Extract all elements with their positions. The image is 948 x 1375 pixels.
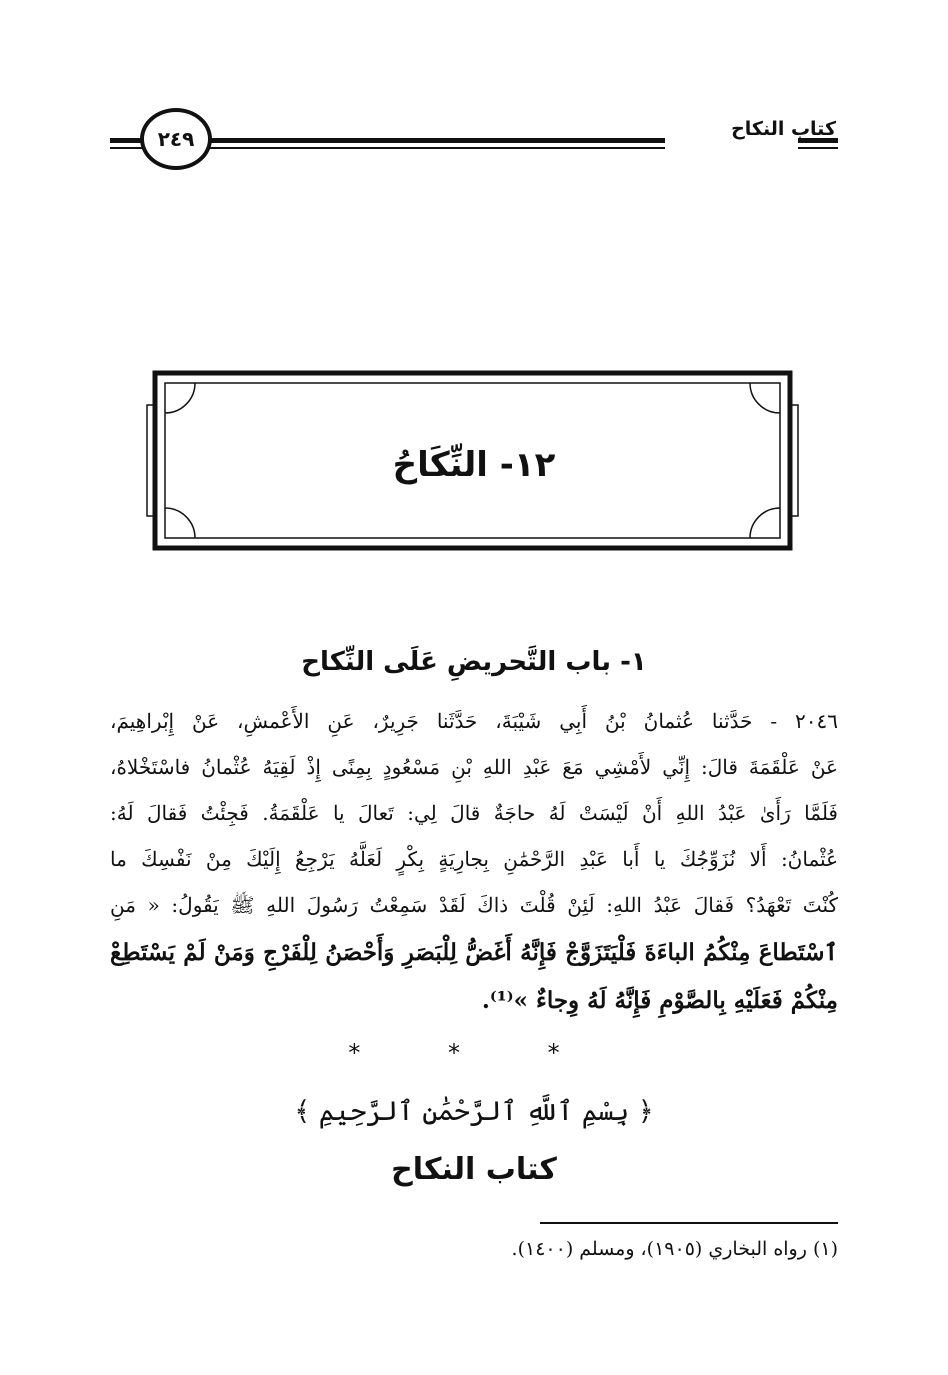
footnote-rule <box>540 1222 838 1224</box>
hadith-line: مِنْكُمْ فَعَلَيْهِ بِالصَّوْمِ فَإِنَّهُ لَهُ وِجاءٌ »⁽¹⁾. <box>481 987 838 1014</box>
section-heading: ١- باب التَّحريضِ عَلَى النِّكاح <box>301 647 647 677</box>
footnote: (١) رواه البخاري (١٩٠٥)، ومسلم (١٤٠٠). <box>511 1238 838 1260</box>
hadith-line: عُثْمانُ: أَلا نُزَوِّجُكَ يا أَبا عَبْدِ الرَّحْمَٰنِ بِجارِيَةٍ بِكْرٍ لَعَلَّهُ يَرْجِعُ إِلَيْكَ مِنْ نَفْسِكَ ما <box>110 847 838 871</box>
hadith-line: ٢٠٤٦ - حَدَّثنا عُثمانُ بْنُ أَبِي شَيْبَةَ، حَدَّثَنا جَرِيرٌ، عَنِ الأَعْمشِ، عَنْ إِبْراهِيمَ، <box>110 709 838 733</box>
book-title: كتاب النكاح <box>391 1152 557 1187</box>
basmala: ﴿ بِسْمِ ٱللَّهِ ٱلرَّحْمَٰنِ ٱلرَّحِيمِ ﴾ <box>294 1096 654 1127</box>
hadith-line: كُنْتَ تَعْهَدُ؟ فَقالَ عَبْدُ اللهِ: لَئِنْ قُلْتَ ذاكَ لَقَدْ سَمِعْتُ رَسُولَ اللهِ ﷺ يَقُولُ: « مَنِ <box>110 893 838 917</box>
hadith-line: ٱسْتَطاعَ مِنْكُمُ الباءَةَ فَلْيَتَزَوَّجْ فَإِنَّهُ أَغَضُّ لِلْبَصَرِ وَأَحْصَنُ لِلْفَرْجِ وَمَنْ لَمْ يَسْتَطِعْ <box>110 939 838 966</box>
chapter-title: ١٢- النِّكَاحُ <box>392 445 556 485</box>
page-number: ٢٤٩ <box>140 108 212 170</box>
star-separator: * * * <box>348 1039 600 1067</box>
hadith-line: فَلَمَّا رَأَىٰ عَبْدُ اللهِ أَنْ لَيْسَتْ لَهُ حاجَةٌ قالَ لِي: تَعالَ يا عَلْقَمَةُ. فَجِئْتُ فَقالَ لَهُ: <box>110 801 838 825</box>
running-title: كتاب النكاح <box>731 118 836 140</box>
hadith-line: عَنْ عَلْقَمَةَ قالَ: إِنِّي لأَمْشِي مَعَ عَبْدِ اللهِ بْنِ مَسْعُودٍ بِمِنًى إِذْ لَقِيَهُ عُثْمانُ فاسْتَخْلاهُ، <box>110 755 838 779</box>
